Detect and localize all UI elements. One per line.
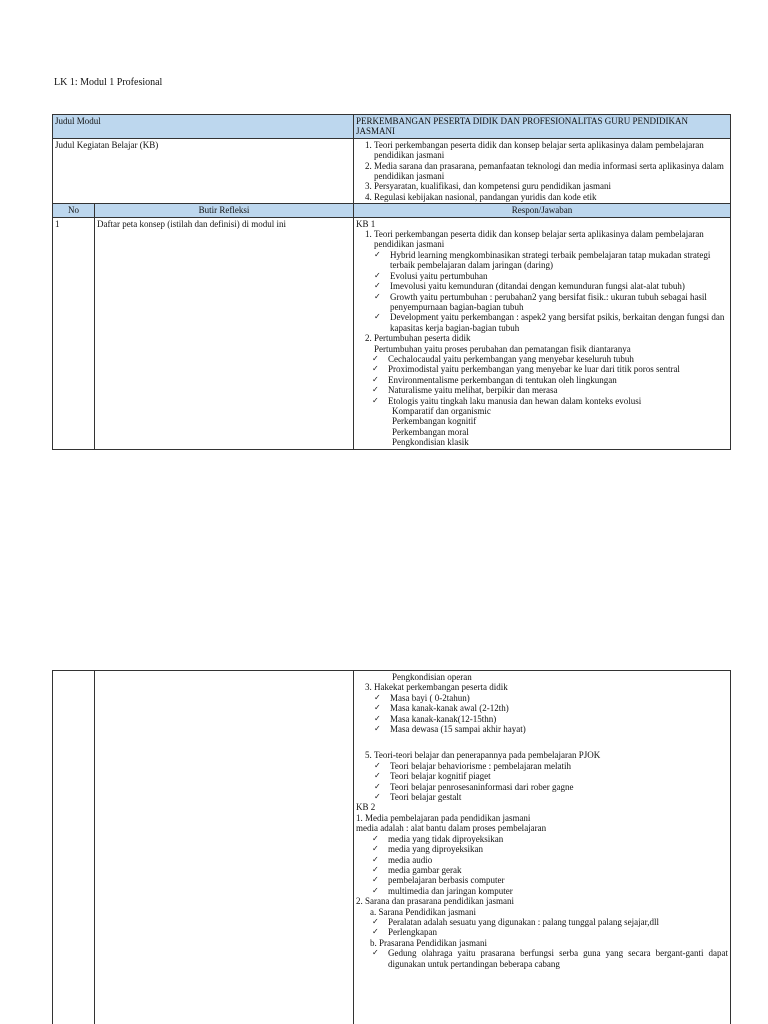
check-item: ✓ Teori belajar kognitif piaget — [374, 771, 728, 781]
check-item: ✓ Masa kanak-kanak(12-15thn) — [374, 714, 728, 724]
kb-list — [356, 140, 728, 202]
kb2-item-2-a: a. Sarana Pendidikan jasmani — [370, 906, 476, 917]
row-number: 1 — [53, 217, 95, 449]
check-item: ✓ Hybrid learning mengkombinasikan strategi terbaik pembelajaran tatap mukadan strategi terbaik pembelajaran dalam jaringan (daring) — [374, 250, 728, 271]
col-butir-header: Butir Refleksi — [95, 204, 354, 217]
kb1-list — [356, 229, 728, 343]
check-item: ✓ Proximodistal yaitu perkembangan yang menyebar ke luar dari titik poros sentral — [372, 364, 728, 374]
check-item: ✓ Masa dewasa (15 sampai akhir hayat) — [374, 724, 728, 734]
check-item: ✓ media yang tidak diproyeksikan — [372, 834, 728, 844]
kb1-item-4-checklist — [374, 761, 728, 803]
row-respon-continued — [354, 671, 731, 1024]
check-item: ✓ Teori belajar gestalt — [374, 792, 728, 802]
judul-modul-row — [53, 115, 731, 139]
spacer — [374, 734, 728, 750]
extra-line: Perkembangan kognitif — [392, 416, 477, 427]
kb2-item-2-title: 2. Sarana dan prasarana pendidikan jasmani — [356, 896, 514, 907]
kb1-item-3-title: Hakekat perkembangan peserta didik — [374, 682, 508, 693]
extra-line: Pengkondisian klasik — [392, 437, 469, 448]
kb2-title: KB 2 — [356, 802, 376, 813]
check-item: ✓ Masa bayi ( 0-2tahun) — [374, 693, 728, 703]
judul-modul-value: PERKEMBANGAN PESERTA DIDIK DAN PROFESIONALITAS GURU PENDIDIKAN JASMANI — [354, 115, 731, 139]
check-item: ✓ multimedia dan jaringan komputer — [372, 886, 728, 896]
extra-line: Komparatif dan organismic — [392, 405, 491, 416]
check-item: ✓ Etologis yaitu tingkah laku manusia dan hewan dalam konteks evolusi — [372, 396, 728, 406]
check-item: ✓ media gambar gerak — [372, 865, 728, 875]
kb1-list-continued — [356, 682, 728, 802]
row-butir-empty — [95, 671, 354, 1024]
check-item: ✓ Gedung olahraga yaitu prasarana berfungsi serba guna yang secara bergant-ganti dapat digunakan untuk pertandingan beberapa cabang — [372, 948, 728, 969]
kb1-item-3 — [374, 682, 728, 734]
row-number-empty — [53, 671, 95, 1024]
kb2-item-1-checklist — [356, 834, 728, 896]
check-item: ✓ Evolusi yaitu pertumbuhan — [374, 271, 728, 281]
lk-table — [52, 114, 731, 450]
check-item: ✓ Imevolusi yaitu kemunduran (ditandai dengan kemunduran fungsi alat-alat tubuh) — [374, 281, 728, 291]
kb1-item-1-title: Teori perkembangan peserta didik dan konsep belajar serta aplikasinya dalam pembelajaran pendidikan jasmani — [374, 229, 704, 250]
document-label: LK 1: Modul 1 Profesional — [54, 77, 163, 88]
check-item: ✓ Peralatan adalah sesuatu yang digunakan : palang tunggal palang sejajar,dll — [372, 917, 728, 927]
kb1-item-2 — [374, 333, 728, 343]
kb2-item-2-b: b. Prasarana Pendidikan jasmani — [370, 937, 487, 948]
lk-table-continued — [52, 670, 731, 1024]
check-item: ✓ Teori belajar penrosesaninformasi dari rober gagne — [374, 782, 728, 792]
kb-item: 4. Regulasi kebijakan nasional, pandangan yuridis dan kode etik — [374, 192, 728, 202]
check-item: ✓ Development yaitu perkembangan : aspek2 yang bersifat psikis, berkaitan dengan fungsi dan kapasitas kerja bagian-bagian tubuh — [374, 312, 728, 333]
kb-item: 1. Teori perkembangan peserta didik dan konsep belajar serta aplikasinya dalam pembelajaran pendidikan jasmani — [374, 140, 728, 161]
check-item: ✓ Perlengkapan — [372, 927, 728, 937]
table-row — [53, 217, 731, 449]
col-no-header: No — [53, 204, 95, 217]
judul-kb-label: Judul Kegiatan Belajar (KB) — [53, 138, 354, 203]
kb2-item-2-a-checklist — [356, 917, 728, 938]
judul-modul-label: Judul Modul — [53, 115, 354, 139]
kb1-title: KB 1 — [356, 218, 376, 229]
kb1-item-4-title: Teori-teori belajar dan penerapannya pada pembelajaran PJOK — [374, 750, 601, 761]
kb2-item-1-title: 1. Media pembelajaran pada pendidikan jasmani — [356, 812, 531, 823]
col-respon-header: Respon/Jawaban — [354, 204, 731, 217]
check-item: ✓ media audio — [372, 855, 728, 865]
kb1-item-2-checklist — [356, 354, 728, 406]
check-item: ✓ pembelajaran berbasis computer — [372, 875, 728, 885]
check-item: ✓ Teori belajar behaviorisme : pembelajaran melatih — [374, 761, 728, 771]
kb1-item-3-checklist — [374, 693, 728, 735]
check-item: ✓ Growth yaitu pertumbuhan : perubahan2 yang bersifat fisik.: ukuran tubuh sebagai hasil penyempurnaan bagian-bagian tubuh — [374, 292, 728, 313]
row-butir: Daftar peta konsep (istilah dan definisi) di modul ini — [95, 217, 354, 449]
continued-line: Pengkondisian operan — [392, 672, 472, 682]
page-2 — [0, 600, 768, 1024]
kb-list-cell — [354, 138, 731, 203]
kb-item: 2. Media sarana dan prasarana, pemanfaatan teknologi dan media informasi serta aplikasinya dalam pendidikan jasmani — [374, 161, 728, 182]
kb1-item-4 — [374, 750, 728, 802]
check-item: ✓ Cechalocaudal yaitu perkembangan yang menyebar keseluruh tubuh — [372, 354, 728, 364]
extra-line: Perkembangan moral — [392, 426, 469, 437]
table-row-continued — [53, 671, 731, 1024]
kb2-item-2-b-checklist — [356, 948, 728, 969]
kb-item: 3. Persyaratan, kualifikasi, dan kompetensi guru pendidikan jasmani — [374, 181, 728, 191]
kb1-item-1-checklist — [374, 250, 728, 333]
judul-kb-row — [53, 138, 731, 203]
check-item: ✓ Environmentalisme perkembangan di tentukan oleh lingkungan — [372, 375, 728, 385]
kb1-item-1 — [374, 229, 728, 333]
kb1-item-2-extra — [356, 406, 728, 448]
check-item: ✓ Naturalisme yaitu melihat, berpikir dan merasa — [372, 385, 728, 395]
column-header-row — [53, 204, 731, 217]
kb1-item-2-title: Pertumbuhan peserta didik — [374, 333, 471, 344]
row-respon — [354, 217, 731, 449]
kb2-item-1-intro: media adalah : alat bantu dalam proses pembelajaran — [356, 823, 547, 834]
kb1-item-2-intro: Pertumbuhan yaitu proses perubahan dan pematangan fisik diantaranya — [374, 343, 631, 354]
check-item: ✓ Masa kanak-kanak awal (2-12th) — [374, 703, 728, 713]
check-item: ✓ media yang diproyeksikan — [372, 844, 728, 854]
